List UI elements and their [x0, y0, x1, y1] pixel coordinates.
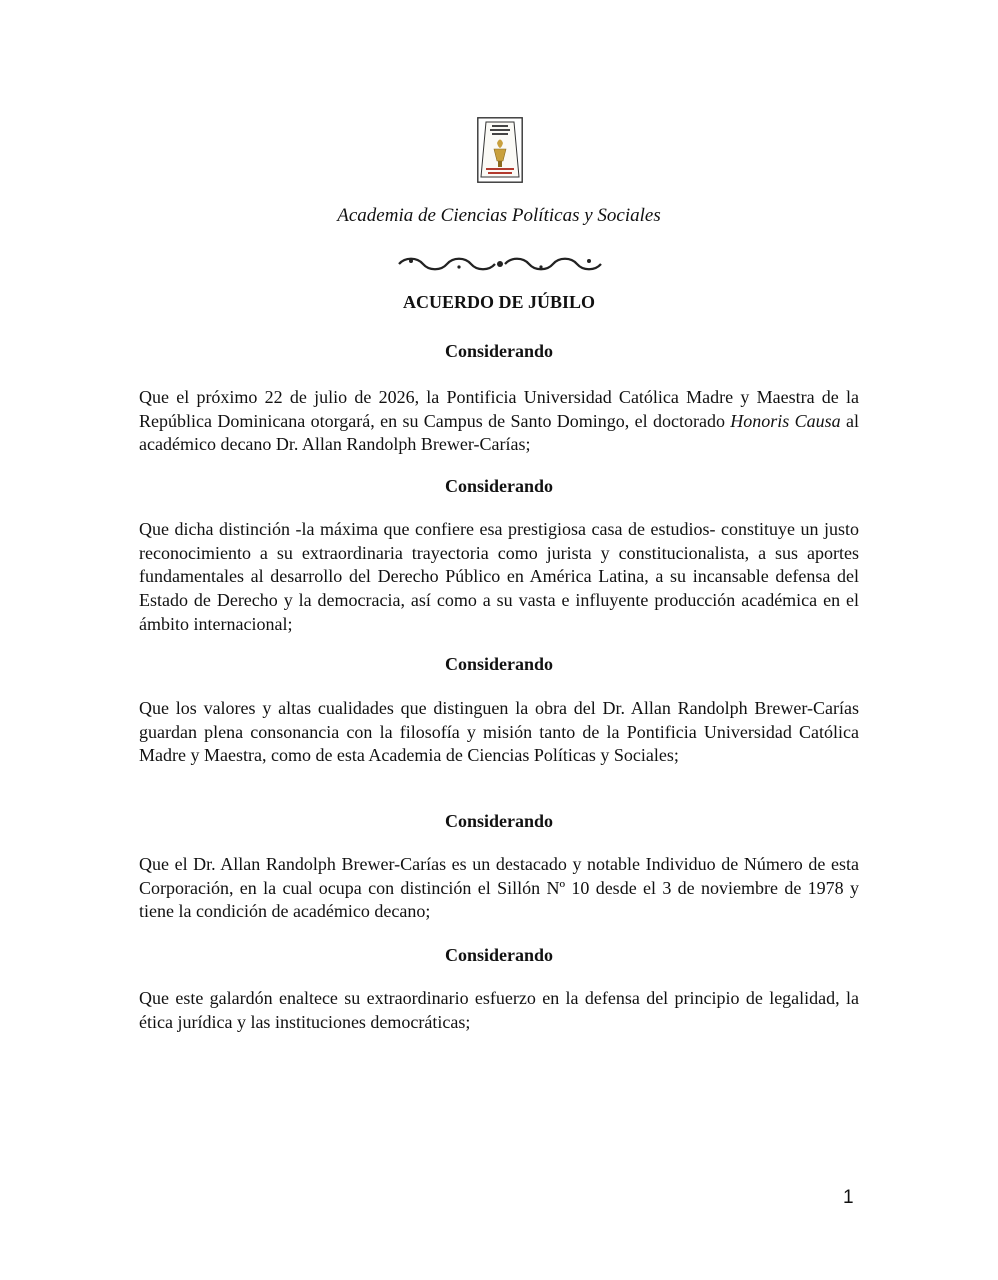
- section-heading: Considerando: [444, 945, 554, 965]
- paragraph-text: Que este galardón enaltece su extraordinario esfuerzo en la defensa del principio de legalidad, la ética jurídica y las instituciones democráticas;: [139, 988, 859, 1032]
- academy-seal-logo: [477, 117, 523, 183]
- paragraph-text: Que los valores y altas cualidades que distinguen la obra del Dr. Allan Randolph Brewer-Carías guardan plena consonancia con la filosofía y misión tanto de la Pontificia Universidad Católica Madre y Maestra, como de esta Academia de Ciencias Políticas y Sociales;: [139, 698, 859, 766]
- section-paragraph: [139, 987, 859, 1034]
- section-heading: Considerando: [444, 811, 554, 831]
- section-heading: Considerando: [444, 654, 554, 674]
- document-title: ACUERDO DE JÚBILO: [402, 292, 596, 312]
- paragraph-italic-text: Honoris Causa: [730, 410, 841, 431]
- page-number: 1: [843, 1187, 854, 1208]
- paragraph-text: Que el Dr. Allan Randolph Brewer-Carías es un destacado y notable Individuo de Número de esta Corporación, en la cual ocupa con distinción el Sillón Nº 10 desde el 3 de noviembre de 1978 y tiene la condición de académico decano;: [139, 854, 859, 922]
- section-paragraph: [139, 518, 859, 637]
- academy-name: Academia de Ciencias Políticas y Sociales: [337, 205, 661, 226]
- paragraph-text: al académico decano Dr. Allan Randolph Brewer-Carías;: [139, 410, 859, 455]
- paragraph-text: Que el próximo 22 de julio de 2026, la Pontificia Universidad Católica Madre y Maestra de la República Dominicana otorgará, en su Campus de Santo Domingo, el doctorado: [139, 387, 859, 431]
- section-heading: Considerando: [444, 341, 554, 361]
- section-paragraph: [139, 697, 859, 768]
- section-paragraph: [139, 853, 859, 924]
- section-heading: Considerando: [444, 476, 554, 496]
- section-paragraph: [139, 386, 859, 457]
- paragraph-text: Que dicha distinción -la máxima que confiere esa prestigiosa casa de estudios- constituye un justo reconocimiento a su extraordinaria trayectoria como jurista y constitucionalista, a sus aportes fundamentales al desarrollo del Derecho Público en América Latina, a su incansable defensa del Estado de Derecho y la democracia, así como a su vasta e influyente producción académica en el ámbito internacional;: [139, 519, 859, 634]
- scroll-flourish-icon: [395, 254, 605, 274]
